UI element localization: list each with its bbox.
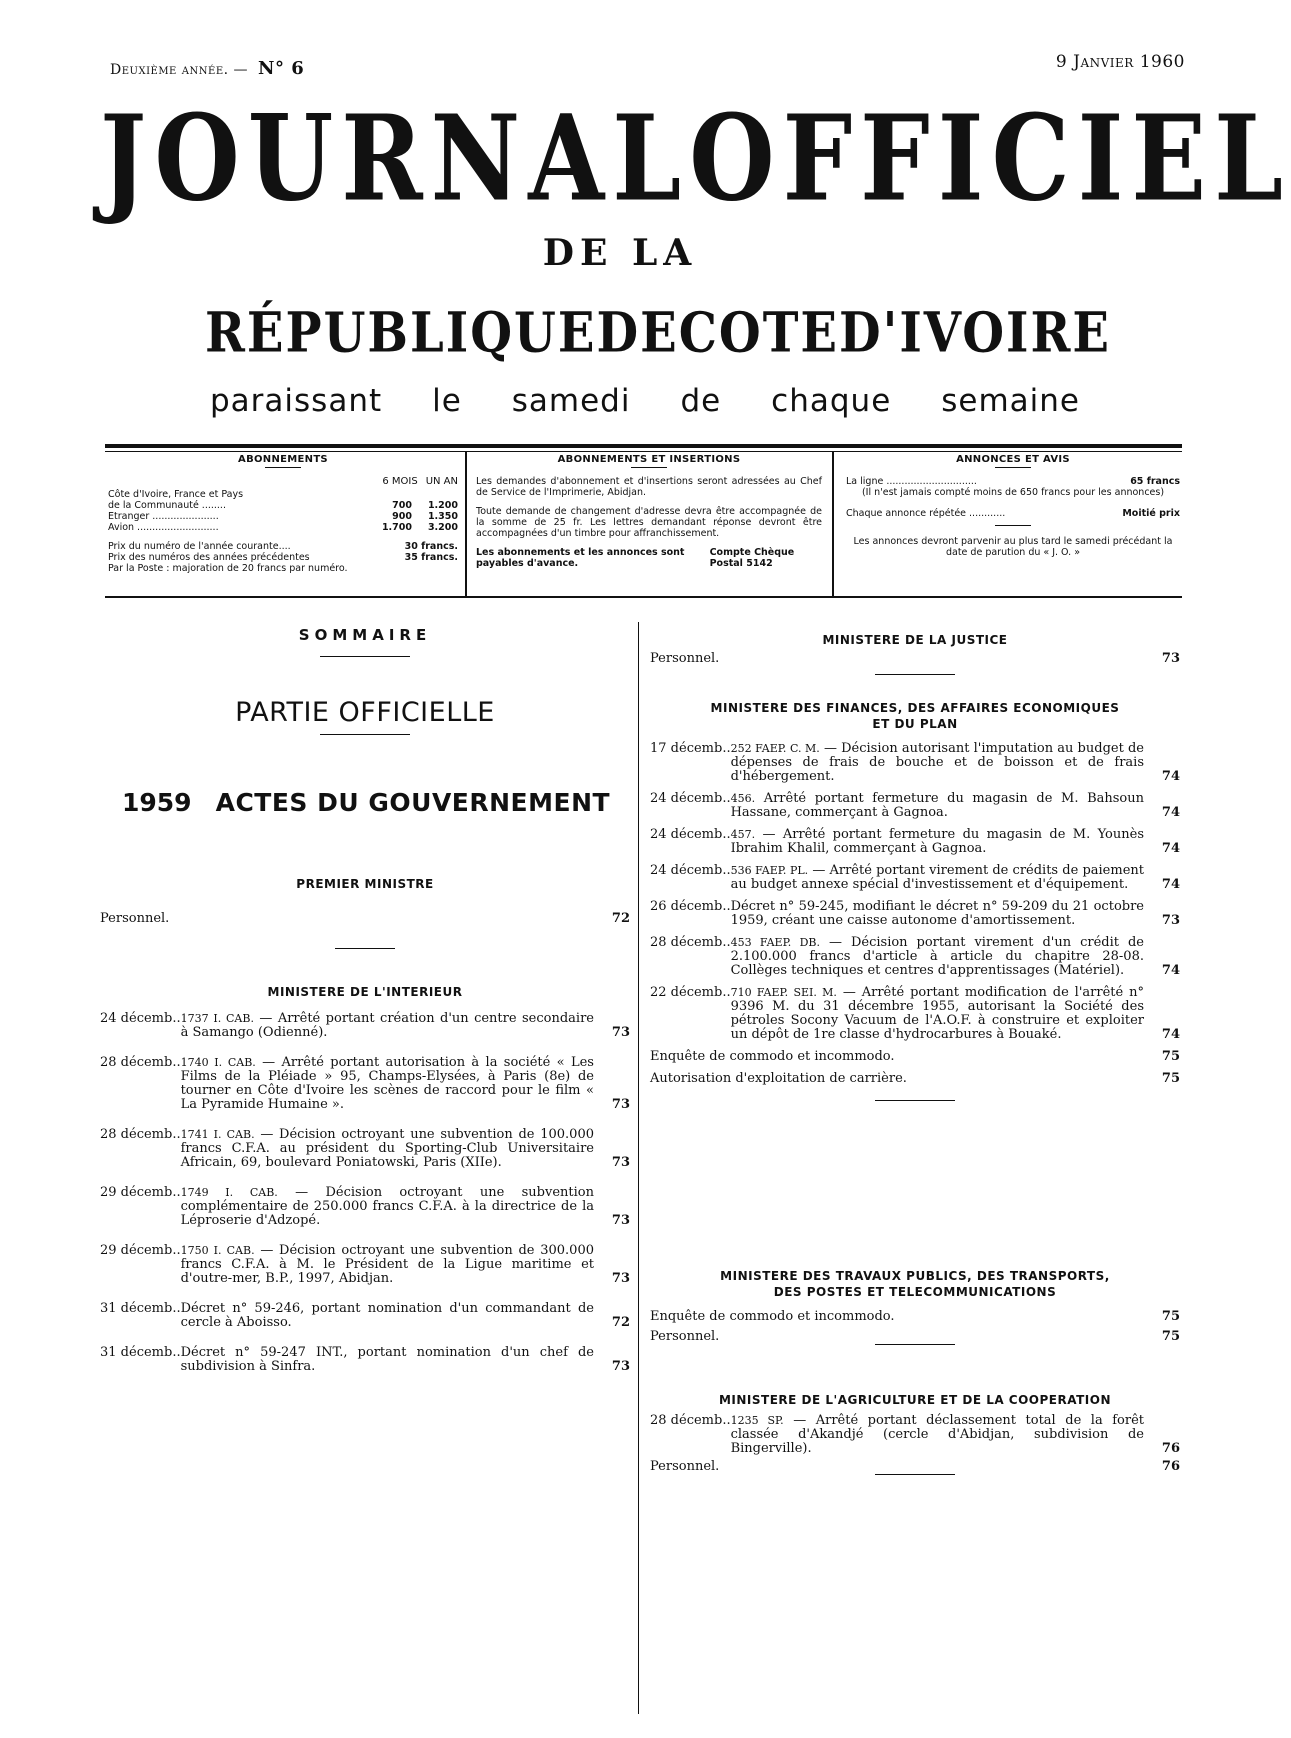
partie-officielle-heading: PARTIE OFFICIELLE — [235, 697, 495, 728]
entry-reference: 710 FAEP. SEI. M. — [730, 986, 837, 999]
divider — [105, 596, 1182, 598]
entry-date: 29 décemb.. — [100, 1243, 181, 1258]
masthead-letter: I — [937, 90, 992, 229]
prix-rows — [108, 541, 458, 574]
finances-title-2: ET DU PLAN — [872, 717, 958, 731]
payment-text: Les abonnements et les annonces sont payables d'avance. — [476, 547, 685, 569]
masthead-letter: F — [860, 90, 938, 229]
entry-description: — Arrêté portant déclassement total de la forêt classée d'Akandjé (cercle d'Abidjan, subdivision de Bingerville). — [730, 1413, 1144, 1456]
masthead-letter: O — [154, 90, 248, 229]
abonnement-6mois: 900 — [392, 511, 412, 522]
masthead-de-la: DE LA — [542, 232, 698, 274]
prix-value: 30 francs. — [404, 541, 458, 552]
issue-date: 9 Janvier 1960 — [1055, 52, 1185, 72]
top-line — [110, 50, 1185, 80]
entry-date: 28 décemb.. — [650, 1413, 731, 1428]
abonnement-label: Etranger ...................... — [108, 511, 219, 522]
page-number: 75 — [1161, 1309, 1180, 1324]
postal-account: Compte Chèque Postal 5142 — [709, 547, 795, 569]
page-number: 73 — [1161, 651, 1180, 666]
entry-date: 31 décemb.. — [100, 1345, 181, 1360]
issue-label: Deuxième année. — — [110, 62, 249, 78]
prix-row — [108, 563, 458, 574]
entry-text — [181, 1244, 594, 1286]
entry-description: — Arrêté portant création d'un centre secondaire à Samango (Odienné). — [180, 1011, 594, 1040]
masthead-title — [100, 90, 1291, 229]
divider — [335, 948, 395, 949]
masthead-letter: L — [1214, 90, 1291, 229]
abonnement-unan: 1.200 — [427, 500, 458, 511]
justice-personnel — [650, 652, 1180, 666]
entry-description: — Arrêté portant virement de crédits de paiement au budget annexe spécial d'investissement et d'équipement. — [730, 863, 1144, 892]
prix-row — [108, 541, 458, 552]
summary-entry — [650, 936, 1180, 978]
summary-entry — [100, 1186, 630, 1228]
page-number: 72 — [611, 1315, 630, 1330]
finances-enquete — [650, 1050, 1180, 1064]
prix-label: Prix des numéros des années précédentes — [108, 552, 310, 563]
finances-entries — [650, 742, 1180, 1042]
summary-entry — [100, 1302, 630, 1330]
divider — [875, 1344, 955, 1345]
interieur-entries — [100, 1012, 630, 1374]
page-number: 74 — [1161, 877, 1180, 892]
abonnement-label: Côte d'Ivoire, France et Pays — [108, 489, 244, 500]
sommaire-heading: SOMMAIRE — [298, 626, 432, 644]
abonnements-title: ABONNEMENTS — [238, 454, 328, 465]
abonnement-row — [108, 522, 458, 533]
entry-text — [181, 1302, 594, 1330]
entry-date: 31 décemb.. — [100, 1301, 181, 1316]
repetee-label: Chaque annonce répétée ............ — [846, 508, 1006, 519]
repetee-value: Moitié prix — [1122, 508, 1180, 519]
abonnement-6mois — [366, 489, 412, 500]
summary-entry — [650, 1414, 1180, 1456]
divider — [832, 452, 834, 596]
abonnement-row — [108, 500, 458, 511]
summary-entry — [100, 1056, 630, 1112]
right-column — [650, 628, 1180, 1718]
masthead-letter: J — [100, 90, 155, 229]
entry-text — [731, 936, 1144, 978]
insertions-text-2: Toute demande de changement d'adresse devra être accompagnée de la somme de 25 fr. Les lettres demandant réponse devront être accompagnées d'un timbre pour affranchissement. — [476, 506, 822, 539]
agriculture-title: MINISTERE DE L'AGRICULTURE ET DE LA COOPERATION — [718, 1393, 1111, 1407]
summary-entry — [650, 828, 1180, 856]
entry-date: 22 décemb.. — [650, 985, 731, 1000]
page-number: 75 — [1161, 1049, 1180, 1064]
page-number: 72 — [611, 911, 630, 926]
ligne-note: (Il n'est jamais compté moins de 650 francs pour les annonces) — [861, 487, 1165, 498]
travaux-section — [650, 1268, 1180, 1345]
entry-reference: 1737 I. CAB. — [180, 1012, 254, 1025]
summary-entry — [100, 1012, 630, 1040]
entry-reference: 456. — [730, 792, 756, 805]
insertions-box — [476, 454, 822, 594]
masthead-letter: C — [991, 90, 1078, 229]
justice-section — [650, 632, 1180, 675]
personnel-label: Personnel. — [650, 1329, 720, 1344]
entry-date: 24 décemb.. — [650, 863, 731, 878]
annonces-box — [846, 454, 1180, 594]
entry-description: Décret n° 59-245, modifiant le décret n° 59-209 du 21 octobre 1959, créant une caisse autonome d'amortissement. — [730, 899, 1144, 928]
divider — [105, 444, 1182, 448]
page-number: 74 — [1161, 769, 1180, 784]
ligne-label: La ligne .............................. — [846, 476, 977, 487]
summary-entry — [100, 1128, 630, 1170]
entry-text — [731, 1414, 1144, 1456]
entry-reference: 453 FAEP. DB. — [730, 936, 820, 949]
enquete-label: Enquête de commodo et incommodo. — [650, 1049, 895, 1064]
abonnement-6mois: 700 — [392, 500, 412, 511]
finances-title-1: MINISTERE DES FINANCES, DES AFFAIRES ECONOMIQUES — [710, 701, 1120, 715]
annonces-delai: Les annonces devront parvenir au plus tard le samedi précédant la date de parution du « J. O. » — [853, 536, 1173, 558]
entry-date: 28 décemb.. — [100, 1127, 181, 1142]
abonnements-columns — [108, 476, 458, 487]
divider — [995, 525, 1031, 526]
summary-entry — [650, 986, 1180, 1042]
page-number: 76 — [1161, 1459, 1180, 1474]
entry-reference: 457. — [730, 828, 756, 841]
divider — [465, 452, 467, 596]
ligne-value: 65 francs — [1130, 476, 1180, 487]
agriculture-entries — [650, 1414, 1180, 1456]
travaux-title-2: DES POSTES ET TELECOMMUNICATIONS — [773, 1285, 1057, 1299]
insertions-text-1: Les demandes d'abonnement et d'insertions seront adressées au Chef de Service de l'Imprimerie, Abidjan. — [476, 476, 822, 498]
masthead-tagline: paraissant le samedi de chaque semaine — [210, 383, 1080, 419]
entry-text — [181, 1056, 594, 1112]
page-number: 74 — [1161, 1027, 1180, 1042]
summary-entry — [100, 1244, 630, 1286]
masthead-letter: R — [341, 90, 431, 229]
page-number: 73 — [611, 1213, 630, 1228]
left-column — [100, 628, 630, 1718]
column-divider — [638, 622, 639, 1714]
entry-reference: 1750 I. CAB. — [180, 1244, 255, 1257]
entry-reference: 1741 I. CAB. — [180, 1128, 255, 1141]
republique-word: DE — [596, 300, 679, 366]
entry-date: 24 décemb.. — [650, 827, 731, 842]
abonnements-rows — [108, 489, 458, 533]
premier-ministre-personnel — [100, 912, 630, 926]
page-number: 73 — [611, 1097, 630, 1112]
entry-text — [731, 986, 1144, 1042]
entry-text — [731, 864, 1144, 892]
abonnement-unan: 3.200 — [427, 522, 458, 533]
enquete-label: Enquête de commodo et incommodo. — [650, 1309, 895, 1324]
personnel-label: Personnel. — [650, 1459, 720, 1474]
entry-date: 17 décemb.. — [650, 741, 731, 756]
republique-word: RÉPUBLIQUE — [205, 300, 597, 366]
page-number: 73 — [611, 1155, 630, 1170]
personnel-label: Personnel. — [100, 911, 170, 926]
travaux-title-1: MINISTERE DES TRAVAUX PUBLICS, DES TRANSPORTS, — [720, 1269, 1110, 1283]
masthead-letter: L — [612, 90, 690, 229]
page-number: 73 — [611, 1359, 630, 1374]
annonce-ligne — [846, 476, 1180, 487]
interieur-title: MINISTERE DE L'INTERIEUR — [267, 985, 463, 999]
abonnement-label: Avion ........................... — [108, 522, 219, 533]
annonces-title: ANNONCES ET AVIS — [956, 454, 1070, 465]
abonnement-6mois: 1.700 — [381, 522, 412, 533]
col-6mois: 6 MOIS — [382, 476, 418, 487]
actes-year: 1959 — [122, 788, 192, 817]
entry-text — [181, 1012, 594, 1040]
issue-number: N° 6 — [258, 58, 305, 79]
travaux-personnel — [650, 1330, 1180, 1344]
entry-date: 24 décemb.. — [100, 1011, 181, 1026]
page-number: 73 — [1161, 913, 1180, 928]
divider — [875, 674, 955, 675]
page-number: 73 — [611, 1025, 630, 1040]
page-number: 76 — [1161, 1441, 1180, 1456]
entry-description: Décret n° 59-246, portant nomination d'un commandant de cercle à Aboisso. — [180, 1301, 594, 1330]
entry-text — [731, 792, 1144, 820]
abonnements-box — [108, 454, 458, 594]
summary-entry — [650, 864, 1180, 892]
entry-date: 26 décemb.. — [650, 899, 731, 914]
entry-description: — Décision octroyant une subvention de 100.000 francs C.F.A. au président du Sporting-Club Universitaire Africain, 69, boulevard Poniatowski, Paris (XIIe). — [180, 1127, 594, 1170]
finances-carriere — [650, 1072, 1180, 1086]
payment-line — [476, 547, 822, 569]
insertions-title: ABONNEMENTS ET INSERTIONS — [557, 454, 741, 465]
summary-entry — [100, 1346, 630, 1374]
republique-word: COTE — [678, 300, 840, 366]
finances-section — [650, 700, 1180, 1101]
agriculture-section — [650, 1392, 1180, 1475]
entry-date: 28 décemb.. — [650, 935, 731, 950]
entry-date: 24 décemb.. — [650, 791, 731, 806]
entry-description: — Décision autorisant l'imputation au budget de dépenses de frais de bouche et de boisson et de frais d'hébergement. — [730, 741, 1144, 784]
divider — [995, 467, 1031, 468]
masthead-letter: O — [689, 90, 783, 229]
entry-reference: 1740 I. CAB. — [180, 1056, 256, 1069]
summary-entry — [650, 900, 1180, 928]
annonce-repetee — [846, 508, 1180, 519]
entry-description: — Décision octroyant une subvention complémentaire de 250.000 francs C.F.A. à la directrice de la Léproserie d'Adzopé. — [180, 1185, 594, 1228]
entry-reference: 252 FAEP. C. M. — [730, 742, 820, 755]
entry-description: Arrêté portant fermeture du magasin de M. Bahsoun Hassane, commerçant à Gagnoa. — [730, 791, 1144, 820]
divider — [320, 734, 410, 735]
masthead-republique — [205, 300, 1111, 366]
abonnement-unan — [412, 489, 458, 500]
entry-date: 28 décemb.. — [100, 1055, 181, 1070]
page-number: 73 — [611, 1271, 630, 1286]
republique-word: D'IVOIRE — [839, 300, 1111, 366]
divider — [320, 656, 410, 657]
entry-text — [731, 900, 1144, 928]
masthead-letter: A — [528, 90, 613, 229]
masthead-letter: E — [1131, 90, 1215, 229]
abonnement-row — [108, 489, 458, 500]
travaux-enquete — [650, 1310, 1180, 1324]
entry-description: — Arrêté portant fermeture du magasin de M. Younès Ibrahim Khalil, commerçant à Gagnoa. — [730, 827, 1144, 856]
abonnement-label: de la Communauté ........ — [108, 500, 226, 511]
actes-heading — [100, 788, 630, 817]
page-number: 74 — [1161, 841, 1180, 856]
entry-description: Décret n° 59-247 INT., portant nomination d'un chef de subdivision à Sinfra. — [180, 1345, 594, 1374]
masthead-letter: U — [247, 90, 342, 229]
page-number: 74 — [1161, 963, 1180, 978]
masthead-letter: N — [430, 90, 529, 229]
divider — [265, 467, 301, 468]
page-number: 75 — [1161, 1071, 1180, 1086]
summary-entry — [650, 742, 1180, 784]
divider — [875, 1474, 955, 1475]
entry-date: 29 décemb.. — [100, 1185, 181, 1200]
prix-label: Par la Poste : majoration de 20 francs par numéro. — [108, 563, 348, 574]
premier-ministre-title: PREMIER MINISTRE — [296, 877, 434, 891]
summary-entry — [650, 792, 1180, 820]
entry-text — [181, 1346, 594, 1374]
prix-row — [108, 552, 458, 563]
prix-label: Prix du numéro de l'année courante.... — [108, 541, 291, 552]
abonnement-unan: 1.350 — [427, 511, 458, 522]
entry-reference: 536 FAEP. PL. — [730, 864, 809, 877]
justice-title: MINISTERE DE LA JUSTICE — [822, 633, 1008, 647]
divider — [875, 1100, 955, 1101]
agriculture-personnel — [650, 1460, 1180, 1474]
carriere-label: Autorisation d'exploitation de carrière. — [650, 1071, 907, 1086]
personnel-label: Personnel. — [650, 651, 720, 666]
abonnement-row — [108, 511, 458, 522]
entry-reference: 1749 I. CAB. — [180, 1186, 278, 1199]
entry-description: — Arrêté portant autorisation à la société « Les Films de la Pléiade » 95, Champs-Elysées, à Paris (8e) de tourner en Côte d'Ivoire les scènes de raccord pour le film « La Pyramide Humaine ». — [180, 1055, 594, 1112]
divider — [105, 451, 1182, 452]
entry-description: — Décision octroyant une subvention de 300.000 francs C.F.A. à M. le Président de la Ligue maritime et d'outre-mer, B.P., 1997, Abidjan. — [180, 1243, 594, 1286]
entry-text — [181, 1186, 594, 1228]
entry-description: — Arrêté portant modification de l'arrêté n° 9396 M. du 31 décembre 1955, autorisant la Société des pétroles Socony Vacuum de l'A.O.F. à construire et exploiter un dépôt de 1re classe d'hydrocarbures à Bouaké. — [730, 985, 1144, 1042]
entry-reference: 1235 SP. — [730, 1414, 784, 1427]
entry-description: — Décision portant virement d'un crédit de 2.100.000 francs d'article à article du chapitre 28-08. Collèges techniques et centres d'apprentissages (Matériel). — [730, 935, 1144, 978]
issue-info — [110, 58, 304, 79]
entry-text — [181, 1128, 594, 1170]
actes-title: ACTES DU GOUVERNEMENT — [215, 788, 611, 817]
page-number: 75 — [1161, 1329, 1180, 1344]
page-number: 74 — [1161, 805, 1180, 820]
entry-text — [731, 828, 1144, 856]
entry-text — [731, 742, 1144, 784]
divider — [631, 467, 667, 468]
masthead-letter: I — [1077, 90, 1132, 229]
masthead-letter: F — [782, 90, 861, 229]
premier-ministre-section — [100, 876, 630, 949]
col-unan: UN AN — [425, 476, 458, 487]
interieur-section — [100, 984, 630, 1390]
prix-value: 35 francs. — [404, 552, 458, 563]
